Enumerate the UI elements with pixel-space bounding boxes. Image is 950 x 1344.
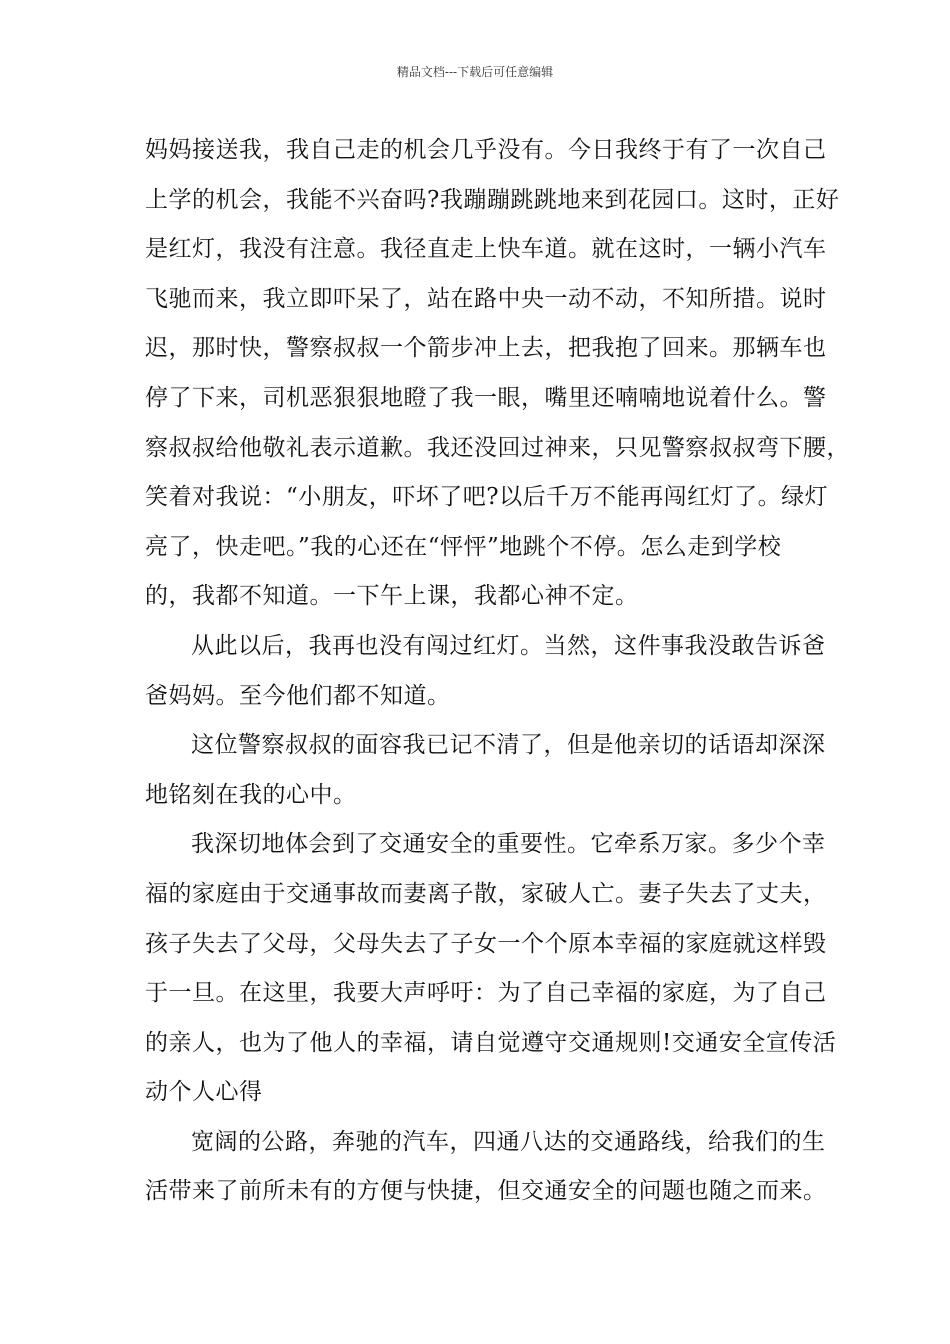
text-line: 是红灯，我没有注意。我径直走上快车道。就在这时，一辆小汽车 [145, 236, 827, 263]
text-line: 地铭刻在我的心中。 [145, 781, 357, 808]
text-line: 的，我都不知道。一下午上课，我都心神不定。 [145, 583, 639, 610]
text-line: 笑着对我说：“小朋友，吓坏了吧?以后千万不能再闯红灯了。绿灯 [145, 484, 829, 511]
paragraph-first-line: 宽阔的公路，奔驰的汽车，四通八达的交通路线，给我们的生 [191, 1128, 826, 1155]
document-body [145, 126, 850, 1217]
text-line: 亮了，快走吧。”我的心还在“怦怦”地跳个不停。怎么走到学校 [145, 533, 782, 560]
text-line: 察叔叔给他敬礼表示道歉。我还没回过神来，只见警察叔叔弯下腰， [145, 434, 850, 461]
text-line: 动个人心得 [145, 1079, 263, 1106]
text-line: 孩子失去了父母，父母失去了子女一个个原本幸福的家庭就这样毁 [145, 930, 827, 957]
paragraph-first-line: 从此以后，我再也没有闯过红灯。当然，这件事我没敢告诉爸 [191, 632, 826, 659]
paragraph-first-line: 这位警察叔叔的面容我已记不清了，但是他亲切的话语却深深 [191, 732, 826, 759]
text-line: 迟，那时快，警察叔叔一个箭步冲上去，把我抱了回来。那辆车也 [145, 335, 827, 362]
text-line: 上学的机会，我能不兴奋吗?我蹦蹦跳跳地来到花园口。这时，正好 [145, 186, 840, 213]
paragraph-first-line: 我深切地体会到了交通安全的重要性。它牵系万家。多少个幸 [191, 831, 826, 858]
text-line: 活带来了前所未有的方便与快捷，但交通安全的问题也随之而来。 [145, 1178, 827, 1205]
text-line: 停了下来，司机恶狠狠地瞪了我一眼，嘴里还喃喃地说着什么。警 [145, 384, 827, 411]
text-line: 飞驰而来，我立即吓呆了，站在路中央一动不动，不知所措。说时 [145, 285, 827, 312]
text-line: 于一旦。在这里，我要大声呼吁：为了自己幸福的家庭，为了自己 [145, 980, 827, 1007]
text-line: 福的家庭由于交通事故而妻离子散，家破人亡。妻子失去了丈夫， [145, 880, 827, 907]
text-line: 妈妈接送我，我自己走的机会几乎没有。今日我终于有了一次自己 [145, 137, 827, 163]
text-line: 爸妈妈。至今他们都不知道。 [145, 682, 451, 709]
text-line: 的亲人，也为了他人的幸福，请自觉遵守交通规则!交通安全宣传活 [145, 1029, 837, 1056]
page-header: 精品文档---下载后可任意编辑 [396, 65, 554, 79]
